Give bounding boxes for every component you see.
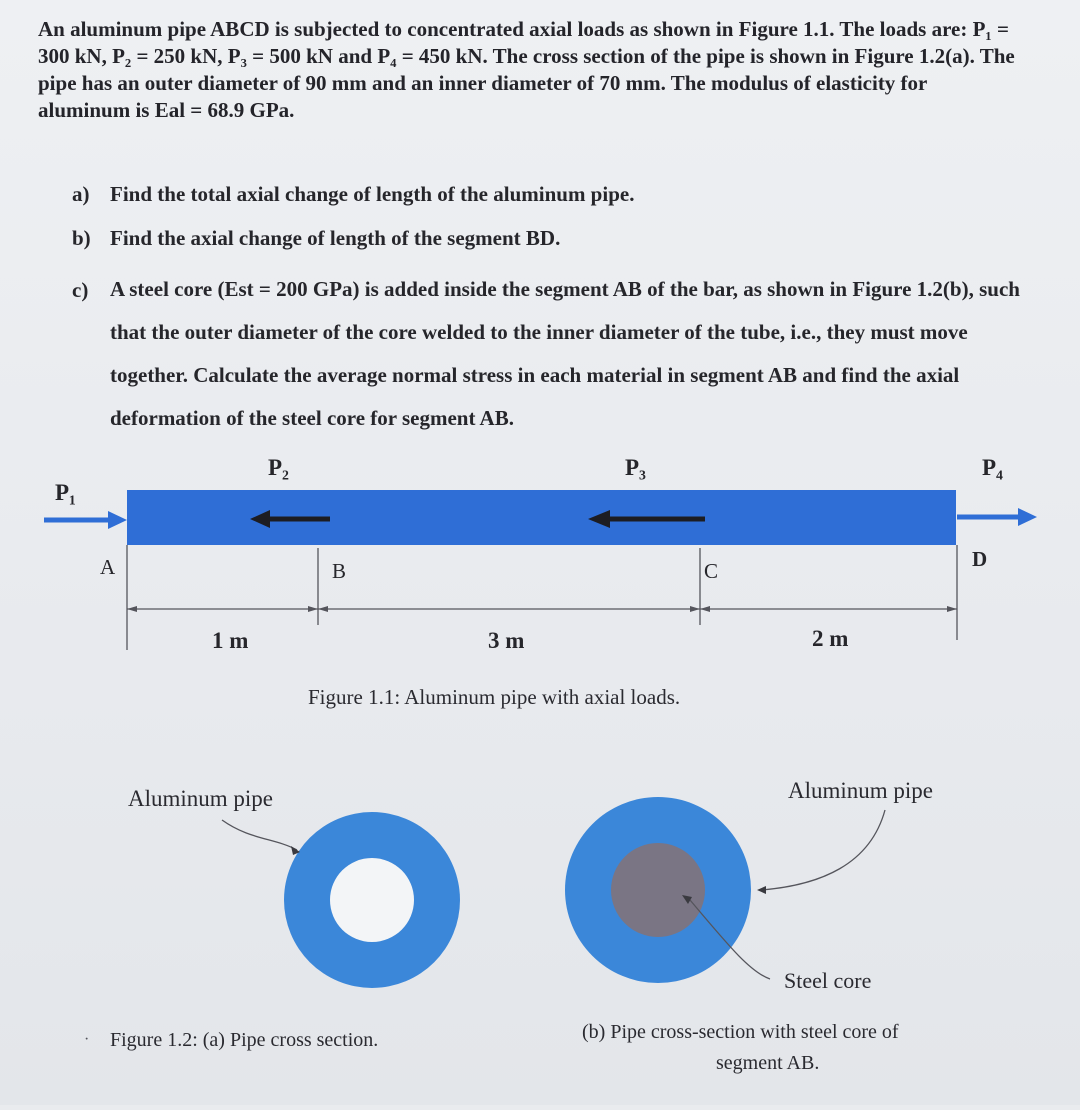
p1-arrow	[44, 511, 127, 529]
question-label: b)	[72, 226, 91, 250]
dim-cd-label: 2 m	[812, 626, 849, 651]
figure-1-2a-caption: Figure 1.2: (a) Pipe cross section.	[110, 1029, 379, 1051]
caption-bullet: ·	[84, 1031, 90, 1048]
figure-1-2b-caption-line2: segment AB.	[716, 1052, 820, 1074]
aluminum-pipe-bar	[127, 490, 956, 545]
steel-core	[611, 843, 705, 937]
question-text: A steel core (Est = 200 GPa) is added inside the segment AB of the bar, as shown in Figure 1.2(b), such that the outer diameter of the core welded to the inner diameter of the tube, i.e., they must move together. Calculate the average normal stress in each material in segment AB and find the axial deformation of the steel core for segment AB.	[110, 277, 1020, 430]
intro-paragraph: An aluminum pipe ABCD is subjected to concentrated axial loads as shown in Figure 1.1. The loads are: P₁ = 300 kN, P₂ = 250 kN, P₃ = 500 kN and P₄ = 450 kN. The cross section of the pipe is shown in Figure 1.2(a). The pipe has an outer diameter of 90 mm and an inner diameter of 70 mm. The modulus of elasticity for aluminum is Eal = 68.9 GPa.	[38, 17, 1015, 122]
p1-label: P₁	[55, 480, 76, 505]
aluminum-pipe-label-b: Aluminum pipe	[788, 778, 934, 803]
point-c-label: C	[704, 559, 719, 583]
aluminum-pipe-label-a: Aluminum pipe	[128, 786, 274, 811]
question-text: Find the axial change of length of the segment BD.	[110, 226, 561, 250]
question-label: a)	[72, 182, 90, 206]
dim-bc-label: 3 m	[488, 628, 525, 653]
point-b-label: B	[332, 559, 347, 583]
p2-label: P₂	[268, 455, 289, 480]
p4-arrow	[957, 508, 1037, 526]
p3-label: P₃	[625, 455, 646, 480]
figure-1-2b-caption-line1: (b) Pipe cross-section with steel core of	[582, 1021, 899, 1043]
p4-label: P₄	[982, 455, 1003, 480]
question-text: Find the total axial change of length of the aluminum pipe.	[110, 182, 635, 206]
dim-ab-label: 1 m	[212, 628, 249, 653]
point-a-label: A	[100, 555, 116, 579]
figure-1-2	[0, 690, 1080, 1110]
point-d-label: D	[972, 547, 988, 571]
figure-1-1-caption: Figure 1.1: Aluminum pipe with axial loads.	[308, 685, 681, 709]
steel-core-label: Steel core	[784, 968, 872, 993]
pipe-bore	[330, 858, 414, 942]
question-label: c)	[72, 278, 89, 302]
